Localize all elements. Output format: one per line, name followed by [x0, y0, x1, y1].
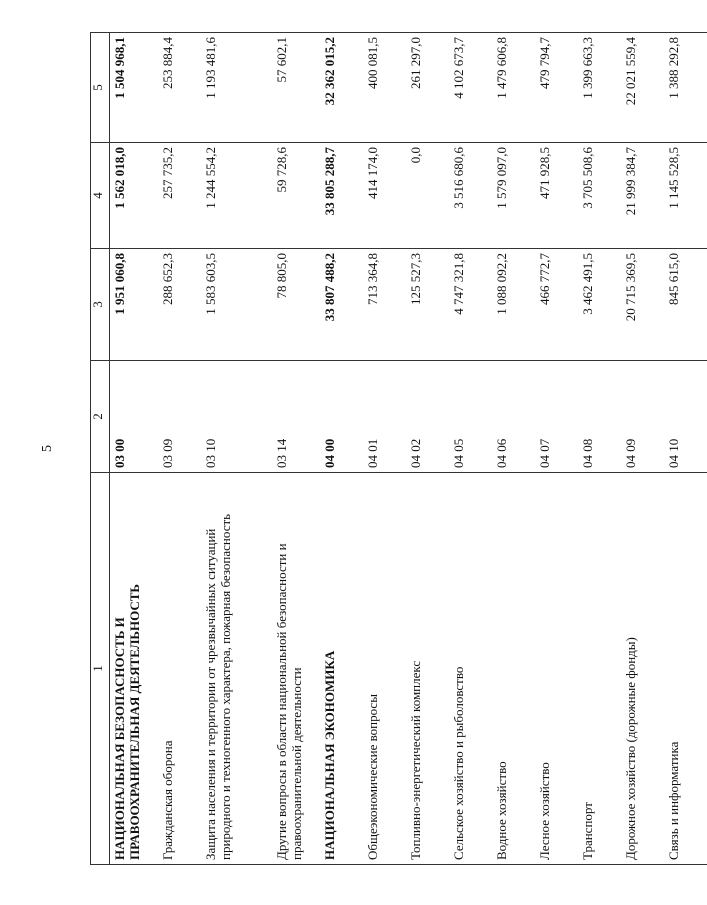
value-col4: 1 244 554,2 — [201, 143, 272, 249]
table-row — [158, 33, 201, 865]
row-code: 04 09 — [621, 361, 664, 473]
value-col5: 479 794,7 — [535, 33, 578, 143]
value-col5: 253 884,4 — [158, 33, 201, 143]
row-code: 04 05 — [449, 361, 492, 473]
value-col3: 125 527,3 — [406, 249, 449, 361]
column-header: 1 — [91, 473, 110, 865]
table-row — [320, 33, 363, 865]
row-name: НАЦИОНАЛЬНАЯ ЭКОНОМИКА — [320, 473, 363, 865]
value-col5: 4 102 673,7 — [449, 33, 492, 143]
value-col5: 22 021 559,4 — [621, 33, 664, 143]
row-name: Гражданская оборона — [158, 473, 201, 865]
row-name: Дорожное хозяйство (дорожные фонды) — [621, 473, 664, 865]
value-col3: 3 462 491,5 — [578, 249, 621, 361]
row-name: Связь и информатика — [664, 473, 707, 865]
row-code: 03 10 — [201, 361, 272, 473]
table-row — [578, 33, 621, 865]
row-name: Сельское хозяйство и рыболовство — [449, 473, 492, 865]
row-code: 03 09 — [158, 361, 201, 473]
value-col3: 1 088 092,2 — [492, 249, 535, 361]
table-row — [449, 33, 492, 865]
row-code: 03 14 — [272, 361, 320, 473]
page-number: 5 — [40, 445, 55, 452]
row-code: 04 02 — [406, 361, 449, 473]
value-col4: 257 735,2 — [158, 143, 201, 249]
row-code: 04 08 — [578, 361, 621, 473]
row-code: 04 10 — [664, 361, 707, 473]
value-col3: 78 805,0 — [272, 249, 320, 361]
value-col4: 1 579 097,0 — [492, 143, 535, 249]
value-col3: 845 615,0 — [664, 249, 707, 361]
value-col3: 4 747 321,8 — [449, 249, 492, 361]
row-code: 04 00 — [320, 361, 363, 473]
column-header: 4 — [91, 143, 110, 249]
value-col5: 32 362 015,2 — [320, 33, 363, 143]
value-col5: 1 504 968,1 — [110, 33, 159, 143]
value-col3: 288 652,3 — [158, 249, 201, 361]
table-row — [664, 33, 707, 865]
value-col4: 3 705 508,6 — [578, 143, 621, 249]
row-code: 04 01 — [363, 361, 406, 473]
value-col4: 59 728,6 — [272, 143, 320, 249]
value-col4: 471 928,5 — [535, 143, 578, 249]
row-code: 04 06 — [492, 361, 535, 473]
row-code: 03 00 — [110, 361, 159, 473]
value-col5: 57 602,1 — [272, 33, 320, 143]
row-name: Защита населения и территории от чрезвычайных ситуаций природного и техногенного характера, пожарная безопасность — [201, 473, 272, 865]
value-col3: 1 583 603,5 — [201, 249, 272, 361]
table-row — [406, 33, 449, 865]
table-row — [363, 33, 406, 865]
table-row — [492, 33, 535, 865]
column-header: 3 — [91, 249, 110, 361]
value-col3: 466 772,7 — [535, 249, 578, 361]
row-name: НАЦИОНАЛЬНАЯ БЕЗОПАСНОСТЬ И ПРАВООХРАНИТЕЛЬНАЯ ДЕЯТЕЛЬНОСТЬ — [110, 473, 159, 865]
value-col4: 0,0 — [406, 143, 449, 249]
value-col4: 33 805 288,7 — [320, 143, 363, 249]
table-row — [621, 33, 664, 865]
value-col5: 1 479 606,8 — [492, 33, 535, 143]
row-name: Транспорт — [578, 473, 621, 865]
row-code: 04 07 — [535, 361, 578, 473]
value-col4: 21 999 384,7 — [621, 143, 664, 249]
header-row — [91, 33, 110, 865]
value-col3: 713 364,8 — [363, 249, 406, 361]
value-col5: 1 399 663,3 — [578, 33, 621, 143]
value-col3: 33 807 488,2 — [320, 249, 363, 361]
value-col5: 400 081,5 — [363, 33, 406, 143]
table-row — [535, 33, 578, 865]
column-header: 5 — [91, 33, 110, 143]
value-col4: 414 174,0 — [363, 143, 406, 249]
value-col3: 1 951 060,8 — [110, 249, 159, 361]
value-col4: 3 516 680,6 — [449, 143, 492, 249]
row-name: Общеэкономические вопросы — [363, 473, 406, 865]
budget-table — [90, 32, 707, 865]
value-col4: 1 562 018,0 — [110, 143, 159, 249]
value-col5: 1 193 481,6 — [201, 33, 272, 143]
row-name: Топливно-энергетический комплекс — [406, 473, 449, 865]
row-name: Лесное хозяйство — [535, 473, 578, 865]
row-name: Другие вопросы в области национальной безопасности и правоохранительной деятельности — [272, 473, 320, 865]
column-header: 2 — [91, 361, 110, 473]
row-name: Водное хозяйство — [492, 473, 535, 865]
table-row — [201, 33, 272, 865]
value-col3: 20 715 369,5 — [621, 249, 664, 361]
value-col5: 261 297,0 — [406, 33, 449, 143]
value-col4: 1 145 528,5 — [664, 143, 707, 249]
table-row — [110, 33, 159, 865]
value-col5: 1 388 292,8 — [664, 33, 707, 143]
table-row — [272, 33, 320, 865]
